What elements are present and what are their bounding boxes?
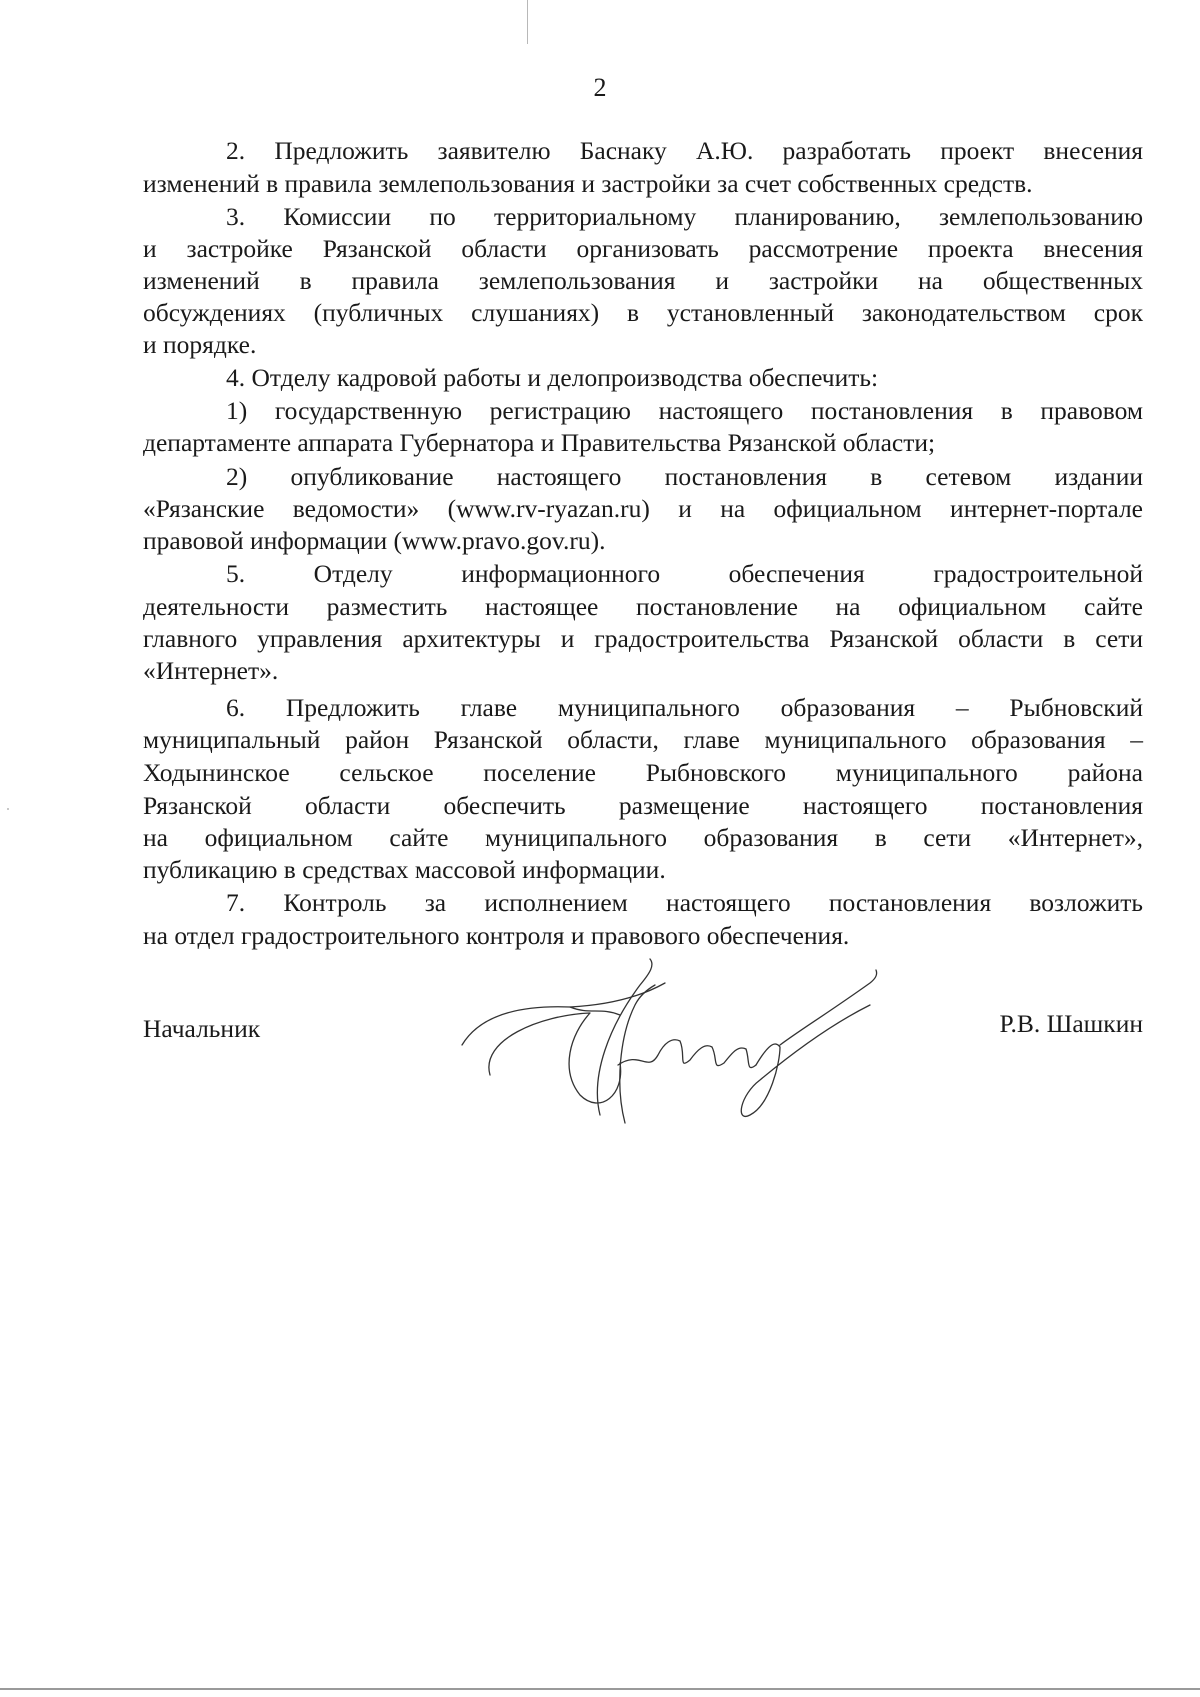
scan-speck [7, 808, 9, 810]
paragraph-4-item-2-line-2: «Рязанские ведомости» (www.rv-ryazan.ru) и на официальном интернет-портале [143, 494, 1143, 523]
paragraph-4-item-1-line-2: департаменте аппарата Губернатора и Правительства Рязанской области; [143, 428, 936, 457]
paragraph-4-item-2-line-1: 2) опубликование настоящего постановления в сетевом издании [226, 462, 1143, 491]
paragraph-5-line-2: деятельности разместить настоящее постановление на официальном сайте [143, 592, 1143, 621]
paragraph-7-line-2: на отдел градостроительного контроля и правового обеспечения. [143, 921, 850, 950]
paragraph-4-line-1: 4. Отделу кадровой работы и делопроизводства обеспечить: [226, 363, 879, 392]
paragraph-4-item-1-line-1: 1) государственную регистрацию настоящего постановления в правовом [226, 396, 1143, 425]
paragraph-6-line-6: публикацию в средствах массовой информации. [143, 855, 666, 884]
paragraph-3-line-4: обсуждениях (публичных слушаниях) в установленный законодательством срок [143, 298, 1143, 327]
page-number: 2 [593, 73, 607, 102]
handwritten-signature [450, 945, 930, 1145]
paragraph-2-line-2: изменений в правила землепользования и застройки за счет собственных средств. [143, 169, 1033, 198]
paragraph-3-line-1: 3. Комиссии по территориальному планированию, землепользованию [226, 202, 1143, 231]
paragraph-6-line-3: Ходынинское сельское поселение Рыбновского муниципального района [143, 758, 1143, 787]
paragraph-6-line-2: муниципальный район Рязанской области, главе муниципального образования – [143, 725, 1143, 754]
paragraph-6-line-5: на официальном сайте муниципального образования в сети «Интернет», [143, 823, 1143, 852]
paragraph-6-line-4: Рязанской области обеспечить размещение настоящего постановления [143, 791, 1143, 820]
paragraph-5-line-4: «Интернет». [143, 656, 279, 685]
scan-bottom-edge [0, 1688, 1200, 1690]
paragraph-2-line-1: 2. Предложить заявителю Баснаку А.Ю. разработать проект внесения [226, 136, 1143, 165]
signatory-title: Начальник [143, 1014, 261, 1043]
paragraph-4-item-2-line-3: правовой информации (www.pravo.gov.ru). [143, 526, 606, 555]
paragraph-3-line-3: изменений в правила землепользования и застройки на общественных [143, 266, 1143, 295]
paragraph-6-line-1: 6. Предложить главе муниципального образования – Рыбновский [226, 693, 1143, 722]
paragraph-3-line-5: и порядке. [143, 330, 257, 359]
paragraph-3-line-2: и застройке Рязанской области организовать рассмотрение проекта внесения [143, 234, 1143, 263]
paragraph-7-line-1: 7. Контроль за исполнением настоящего постановления возложить [226, 888, 1143, 917]
paragraph-5-line-3: главного управления архитектуры и градостроительства Рязанской области в сети [143, 624, 1143, 653]
signatory-name: Р.В. Шашкин [999, 1009, 1143, 1038]
paragraph-5-line-1: 5. Отделу информационного обеспечения градостроительной [226, 559, 1143, 588]
scan-fold-mark [527, 0, 528, 44]
